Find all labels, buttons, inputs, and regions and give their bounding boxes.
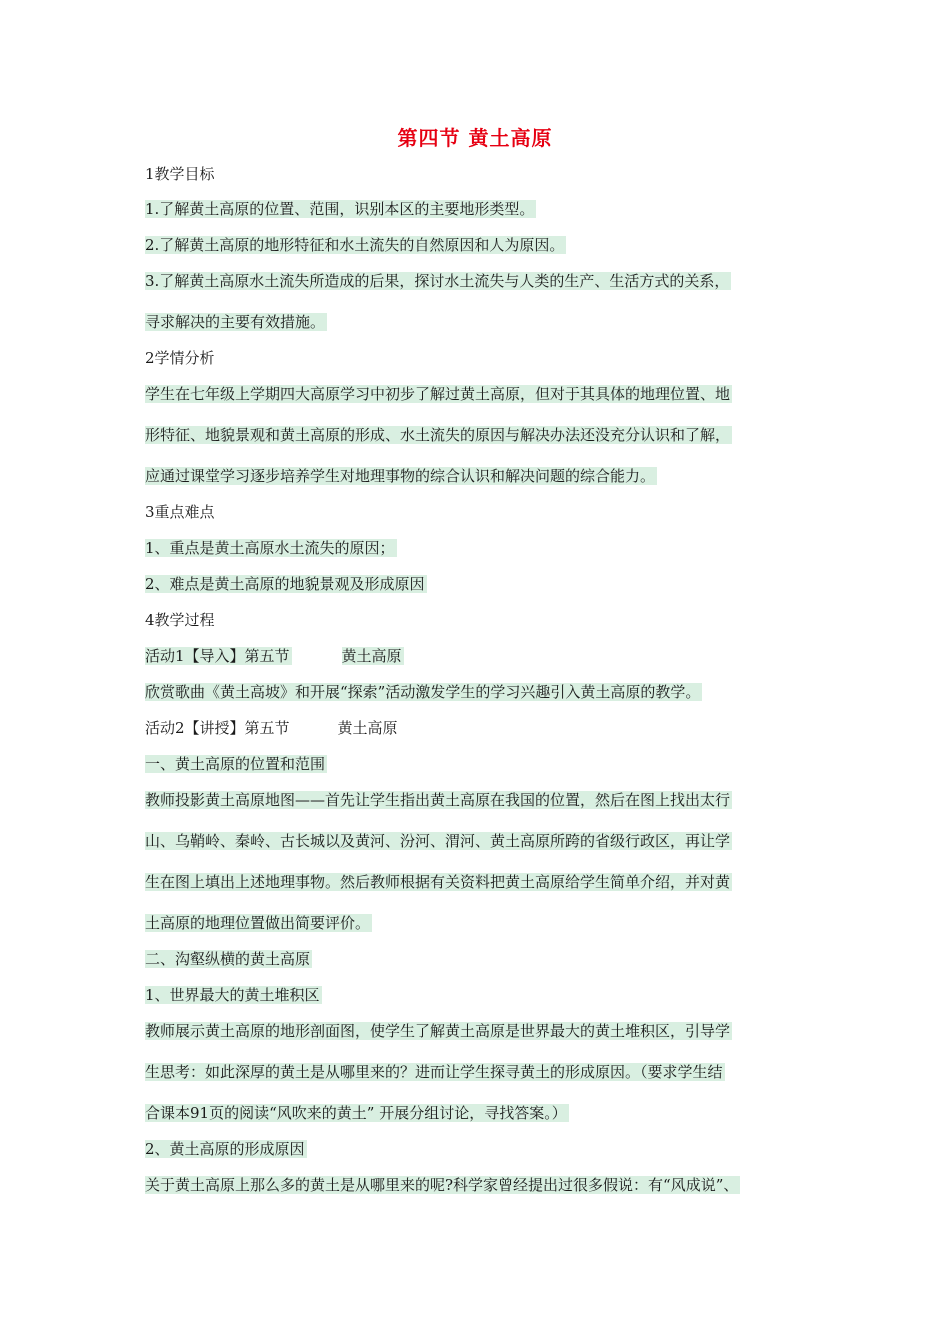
text-line-content: 形特征、地貌景观和黄土高原的形成、水土流失的原因与解决办法还没充分认识和了解，: [145, 426, 731, 444]
text-line-content: 生在图上填出上述地理事物。然后教师根据有关资料把黄土高原给学生简单介绍，并对黄: [145, 873, 731, 891]
text-line-content: 合课本91页的阅读“风吹来的黄土” 开展分组讨论，寻找答案。）: [145, 1104, 567, 1122]
text-line-content: 山、乌鞘岭、秦岭、古长城以及黄河、汾河、渭河、黄土高原所跨的省级行政区，再让学: [145, 832, 731, 850]
text-line: [145, 681, 702, 703]
text-line: [145, 465, 657, 487]
text-line-content: 3重点难点: [145, 503, 215, 521]
text-line-content: 2、黄土高原的形成原因: [145, 1140, 305, 1158]
text-line: [145, 789, 732, 811]
text-line: [145, 347, 215, 369]
text-line: [145, 1174, 740, 1196]
text-line-content: 1、重点是黄土高原水土流失的原因；: [145, 539, 395, 557]
text-line-content: 土高原的地理位置做出简要评价。: [145, 914, 371, 932]
text-line: [145, 234, 566, 256]
text-line-content: 关于黄土高原上那么多的黄土是从哪里来的呢?科学家曾经提出过很多假说：有“风成说”、: [145, 1176, 739, 1194]
text-line-content: 欣赏歌曲《黄土高坡》和开展“探索”活动激发学生的学习兴趣引入黄土高原的教学。: [145, 683, 701, 701]
text-line-content: 2学情分析: [145, 349, 215, 367]
text-line-content: 2、难点是黄土高原的地貌景观及形成原因: [145, 575, 425, 593]
text-line-content: 生思考：如此深厚的黄土是从哪里来的？进而让学生探寻黄土的形成原因。（要求学生结: [145, 1063, 723, 1081]
text-line-content-secondary: 黄土高原: [337, 719, 398, 737]
text-line: [145, 270, 731, 292]
text-line: [145, 383, 732, 405]
text-line: [145, 424, 732, 446]
text-line: [145, 1138, 307, 1160]
text-line: [145, 573, 427, 595]
text-line: [145, 537, 397, 559]
text-line-content: 4教学过程: [145, 611, 215, 629]
text-line: [145, 984, 322, 1006]
text-line: [145, 871, 732, 893]
text-line: [145, 1020, 732, 1042]
text-line-content: 活动1【导入】第五节: [145, 647, 290, 665]
text-line-content: 1、世界最大的黄土堆积区: [145, 986, 320, 1004]
text-line-content: 1教学目标: [145, 165, 215, 183]
text-line: [145, 501, 215, 523]
text-line-content: 寻求解决的主要有效措施。: [145, 313, 326, 331]
text-line-content-secondary: 黄土高原: [341, 647, 402, 665]
text-line: [145, 311, 327, 333]
text-line: [145, 609, 215, 631]
page-title: 第四节 黄土高原: [397, 126, 553, 150]
text-line: [145, 163, 215, 185]
text-line-content: 一、黄土高原的位置和范围: [145, 755, 326, 773]
text-line: [145, 717, 398, 739]
text-line-content: 二、沟壑纵横的黄土高原: [145, 950, 311, 968]
text-line: [145, 948, 312, 970]
text-line-content: 教师展示黄土高原的地形剖面图，使学生了解黄土高原是世界最大的黄土堆积区，引导学: [145, 1022, 731, 1040]
text-line: [145, 198, 536, 220]
text-line-content: 教师投影黄土高原地图——首先让学生指出黄土高原在我国的位置，然后在图上找出太行: [145, 791, 731, 809]
text-line: [145, 753, 327, 775]
text-line: [145, 1061, 725, 1083]
text-line: [145, 912, 372, 934]
text-line-content: 2.了解黄土高原的地形特征和水土流失的自然原因和人为原因。: [145, 236, 565, 254]
text-line-content: 1.了解黄土高原的位置、范围，识别本区的主要地形类型。: [145, 200, 535, 218]
text-line: [145, 1102, 569, 1124]
text-line-content: 学生在七年级上学期四大高原学习中初步了解过黄土高原，但对于其具体的地理位置、地: [145, 385, 731, 403]
text-line: [145, 645, 420, 667]
text-line-content: 应通过课堂学习逐步培养学生对地理事物的综合认识和解决问题的综合能力。: [145, 467, 656, 485]
text-line: [145, 830, 732, 852]
text-line-content: 活动2【讲授】第五节: [145, 719, 290, 737]
text-line-content: 3.了解黄土高原水土流失所造成的后果，探讨水土流失与人类的生产、生活方式的关系，: [145, 272, 730, 290]
